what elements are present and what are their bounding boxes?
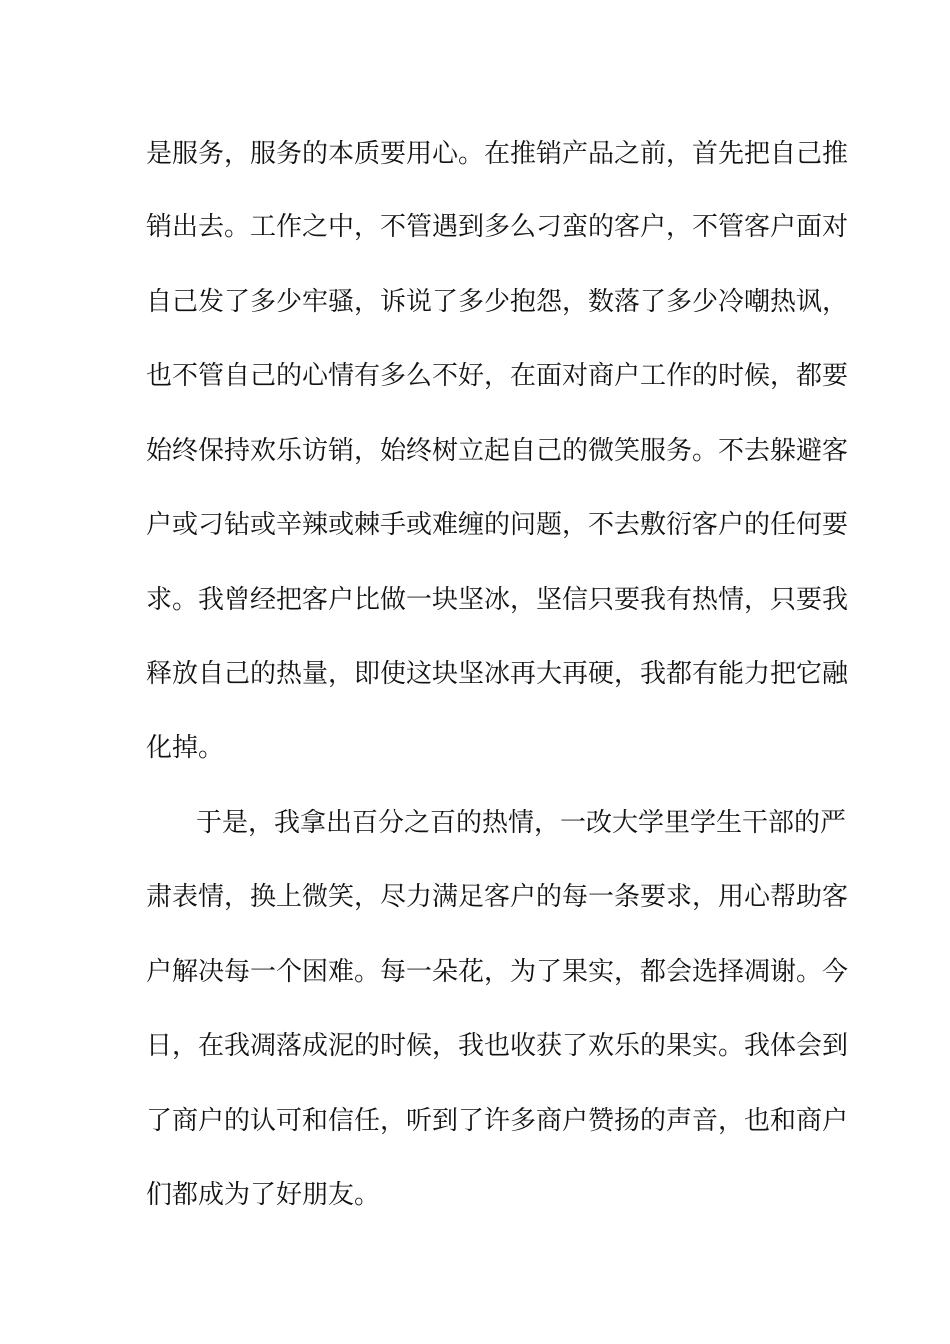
paragraph-2-line-4: 日，在我凋落成泥的时候，我也收获了欢乐的果实。我体会到: [146, 1031, 849, 1061]
paragraph-2-line-3: 户解决每一个困难。每一朵花，为了果实，都会选择凋谢。今: [146, 957, 849, 987]
paragraph-1-line-4: 也不管自己的心情有多么不好，在面对商户工作的时候，都要: [146, 361, 849, 391]
paragraph-1-line-7: 求。我曾经把客户比做一块坚冰，坚信只要我有热情，只要我: [146, 585, 849, 615]
paragraph-2-line-1: 于是，我拿出百分之百的热情，一改大学里学生干部的严: [196, 808, 847, 838]
paragraph-1-line-3: 自己发了多少牢骚，诉说了多少抱怨，数落了多少冷嘲热讽，: [146, 287, 849, 317]
paragraph-1-line-6: 户或刁钻或辛辣或棘手或难缠的问题，不去敷衍客户的任何要: [146, 510, 849, 540]
paragraph-2-line-5: 了商户的认可和信任，听到了许多商户赞扬的声音，也和商户: [146, 1106, 849, 1136]
paragraph-1-line-9: 化掉。: [146, 733, 225, 763]
paragraph-1-line-5: 始终保持欢乐访销，始终树立起自己的微笑服务。不去躲避客: [146, 436, 849, 466]
paragraph-2-line-2: 肃表情，换上微笑，尽力满足客户的每一条要求，用心帮助客: [146, 882, 849, 912]
paragraph-1-line-1: 是服务，服务的本质要用心。在推销产品之前，首先把自己推: [146, 139, 849, 169]
paragraph-1-line-8: 释放自己的热量，即使这块坚冰再大再硬，我都有能力把它融: [146, 659, 849, 689]
paragraph-2-line-6: 们都成为了好朋友。: [146, 1180, 381, 1210]
paragraph-1-line-2: 销出去。工作之中，不管遇到多么刁蛮的客户，不管客户面对: [146, 212, 849, 242]
